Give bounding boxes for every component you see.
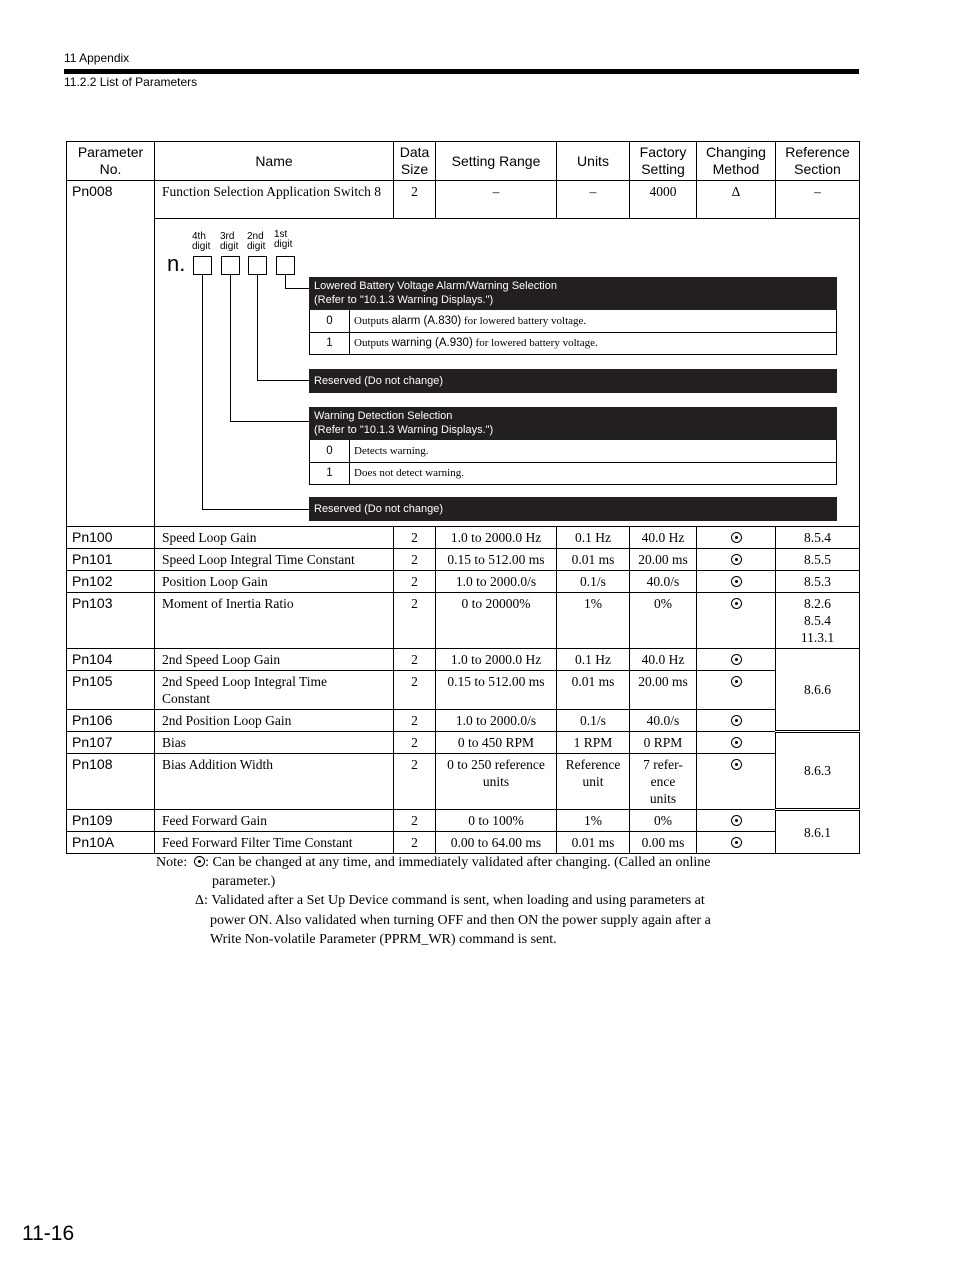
option-text: Outputs alarm (A.830) for lowered battery voltage. <box>354 314 587 327</box>
param-size: 2 <box>394 710 436 732</box>
digit-1-label: 1st digit <box>274 229 293 250</box>
param-size: 2 <box>394 732 436 754</box>
param-units: – <box>557 181 630 219</box>
table-row <box>67 181 860 219</box>
digit-4-connector-h <box>202 509 309 510</box>
param-name: 2nd Speed Loop Gain <box>155 649 394 671</box>
note-online <box>156 853 710 872</box>
param-size: 2 <box>394 810 436 832</box>
param-name: 2nd Speed Loop Integral Time Constant <box>155 671 394 710</box>
param-ref: 8.5.4 <box>776 527 860 549</box>
param-factory: 7 refer- ence units <box>630 754 697 810</box>
table-row <box>67 549 860 571</box>
param-units: 0.1 Hz <box>557 649 630 671</box>
header-rule <box>64 69 859 74</box>
param-factory: 40.0/s <box>630 571 697 593</box>
param-ref: 8.6.3 <box>776 732 860 810</box>
circled-dot-icon <box>731 654 742 665</box>
param-name: Bias Addition Width <box>155 754 394 810</box>
digit-2-label: 2nd digit <box>247 231 266 252</box>
param-factory: 4000 <box>630 181 697 219</box>
note-delta-cont-2: Write Non-volatile Parameter (PPRM_WR) command is sent. <box>210 932 557 947</box>
param-no: Pn108 <box>67 754 155 810</box>
col-header-name: Name <box>155 142 394 181</box>
param-name: Function Selection Application Switch 8 <box>155 181 394 219</box>
digit-4-title-bar: Reserved (Do not change) <box>309 497 837 521</box>
param-method <box>697 571 776 593</box>
circled-dot-icon <box>731 554 742 565</box>
circled-dot-icon <box>194 856 205 867</box>
table-row <box>67 649 860 671</box>
header-section: 11.2.2 List of Parameters <box>64 75 198 89</box>
param-range: 0 to 20000% <box>436 593 557 649</box>
option-key: 0 <box>310 440 350 462</box>
param-no: Pn109 <box>67 810 155 832</box>
param-units: 0.01 ms <box>557 549 630 571</box>
param-no: Pn008 <box>67 181 155 527</box>
param-factory: 40.0/s <box>630 710 697 732</box>
param-ref: 8.5.3 <box>776 571 860 593</box>
param-factory: 0.00 ms <box>630 832 697 854</box>
param-no: Pn107 <box>67 732 155 754</box>
digit-3-title-bar: Warning Detection Selection (Refer to "10.1.3 Warning Displays.") <box>309 407 837 440</box>
param-units: 0.01 ms <box>557 671 630 710</box>
param-units: 0.1 Hz <box>557 527 630 549</box>
digit-1-option-0 <box>309 310 837 333</box>
digit-4-box <box>193 256 212 275</box>
param-name: Feed Forward Gain <box>155 810 394 832</box>
param-no: Pn102 <box>67 571 155 593</box>
digit-3-box <box>221 256 240 275</box>
circled-dot-icon <box>731 715 742 726</box>
param-range: 1.0 to 2000.0 Hz <box>436 527 557 549</box>
circled-dot-icon <box>731 576 742 587</box>
prefix-n: n. <box>167 251 186 276</box>
param-range: 1.0 to 2000.0/s <box>436 571 557 593</box>
param-name: Speed Loop Integral Time Constant <box>155 549 394 571</box>
col-header-changing-method: Changing Method <box>697 142 776 181</box>
param-method <box>697 732 776 754</box>
digit-1-connector <box>285 275 286 288</box>
param-ref: – <box>776 181 860 219</box>
param-name: Speed Loop Gain <box>155 527 394 549</box>
circled-dot-icon <box>731 837 742 848</box>
note-text: : Can be changed at any time, and immediately validated after changing. (Called an online <box>205 855 711 870</box>
circled-dot-icon <box>731 759 742 770</box>
param-size: 2 <box>394 754 436 810</box>
parameter-table <box>66 141 860 854</box>
option-key: 1 <box>310 462 350 484</box>
circled-dot-icon <box>731 598 742 609</box>
param-ref: 8.2.6 8.5.4 11.3.1 <box>776 593 860 649</box>
param-range: 0 to 450 RPM <box>436 732 557 754</box>
col-header-setting-range: Setting Range <box>436 142 557 181</box>
option-text: Does not detect warning. <box>354 466 464 479</box>
param-units: 1 RPM <box>557 732 630 754</box>
digit-3-label: 3rd digit <box>220 231 239 252</box>
param-range: 0.15 to 512.00 ms <box>436 549 557 571</box>
param-range: 0.15 to 512.00 ms <box>436 671 557 710</box>
param-no: Pn10A <box>67 832 155 854</box>
param-no: Pn103 <box>67 593 155 649</box>
table-row <box>67 593 860 649</box>
param-method <box>697 710 776 732</box>
digit-4-connector <box>202 275 203 509</box>
col-header-reference-section: Reference Section <box>776 142 860 181</box>
table-row <box>67 527 860 549</box>
header-chapter: 11 Appendix <box>64 51 130 65</box>
col-header-data-size: Data Size <box>394 142 436 181</box>
param-factory: 0% <box>630 593 697 649</box>
digit-3-connector-h <box>230 421 309 422</box>
param-method <box>697 671 776 710</box>
digit-4-label: 4th digit <box>192 231 211 252</box>
param-method <box>697 593 776 649</box>
note-text: : Validated after a Set Up Device command is sent, when loading and using parameters at <box>204 893 705 908</box>
option-key: 0 <box>310 310 350 332</box>
table-row <box>67 710 860 732</box>
param-name: 2nd Position Loop Gain <box>155 710 394 732</box>
col-header-units: Units <box>557 142 630 181</box>
param-size: 2 <box>394 527 436 549</box>
table-row <box>67 754 860 810</box>
param-size: 2 <box>394 549 436 571</box>
param-range: – <box>436 181 557 219</box>
param-method <box>697 832 776 854</box>
digit-3-connector <box>230 275 231 421</box>
table-row <box>67 732 860 754</box>
digit-2-connector <box>257 275 258 380</box>
digit-1-title-bar: Lowered Battery Voltage Alarm/Warning Selection (Refer to "10.1.3 Warning Displays.") <box>309 277 837 310</box>
digit-3-option-0 <box>309 440 837 463</box>
param-name: Feed Forward Filter Time Constant <box>155 832 394 854</box>
param-ref: 8.6.6 <box>776 649 860 732</box>
digit-1-box <box>276 256 295 275</box>
table-row-diagram <box>67 219 860 527</box>
param-range: 1.0 to 2000.0/s <box>436 710 557 732</box>
param-factory: 0% <box>630 810 697 832</box>
param-size: 2 <box>394 832 436 854</box>
param-ref: 8.5.5 <box>776 549 860 571</box>
param-no: Pn101 <box>67 549 155 571</box>
digit-2-box <box>248 256 267 275</box>
param-units: 0.1/s <box>557 710 630 732</box>
param-method <box>697 549 776 571</box>
circled-dot-icon <box>731 815 742 826</box>
circled-dot-icon <box>731 532 742 543</box>
param-range: 1.0 to 2000.0 Hz <box>436 649 557 671</box>
param-units: 1% <box>557 810 630 832</box>
col-header-factory-setting: Factory Setting <box>630 142 697 181</box>
param-factory: 20.00 ms <box>630 671 697 710</box>
digit-2-title-bar: Reserved (Do not change) <box>309 369 837 393</box>
param-size: 2 <box>394 671 436 710</box>
param-factory: 40.0 Hz <box>630 649 697 671</box>
param-units: Reference unit <box>557 754 630 810</box>
table-row <box>67 810 860 832</box>
param-method <box>697 754 776 810</box>
table-row <box>67 571 860 593</box>
page-number: 11-16 <box>22 1222 75 1245</box>
param-units: 1% <box>557 593 630 649</box>
table-header-row <box>67 142 860 181</box>
note-delta-cont-1: power ON. Also validated when turning OFF and then ON the power supply again after a <box>210 913 711 928</box>
param-method <box>697 527 776 549</box>
param-size: 2 <box>394 181 436 219</box>
pn008-digit-diagram <box>155 219 860 527</box>
param-name: Moment of Inertia Ratio <box>155 593 394 649</box>
param-units: 0.1/s <box>557 571 630 593</box>
note-label: Note: <box>156 855 188 870</box>
param-size: 2 <box>394 649 436 671</box>
digit-1-option-1 <box>309 332 837 355</box>
param-no: Pn104 <box>67 649 155 671</box>
param-size: 2 <box>394 571 436 593</box>
param-method: Δ <box>697 181 776 219</box>
param-factory: 40.0 Hz <box>630 527 697 549</box>
col-header-parameter-no: Parameter No. <box>67 142 155 181</box>
param-factory: 0 RPM <box>630 732 697 754</box>
table-row <box>67 671 860 710</box>
delta-icon: Δ <box>195 893 205 908</box>
note-online-cont: parameter.) <box>212 874 276 889</box>
param-range: 0 to 100% <box>436 810 557 832</box>
digit-2-connector-h <box>257 380 309 381</box>
param-no: Pn105 <box>67 671 155 710</box>
param-no: Pn106 <box>67 710 155 732</box>
digit-1-connector-h <box>285 288 309 289</box>
option-key: 1 <box>310 332 350 354</box>
param-units: 0.01 ms <box>557 832 630 854</box>
param-ref: 8.6.1 <box>776 810 860 854</box>
param-range: 0 to 250 reference units <box>436 754 557 810</box>
param-size: 2 <box>394 593 436 649</box>
param-factory: 20.00 ms <box>630 549 697 571</box>
param-range: 0.00 to 64.00 ms <box>436 832 557 854</box>
param-name: Position Loop Gain <box>155 571 394 593</box>
param-method <box>697 810 776 832</box>
circled-dot-icon <box>731 737 742 748</box>
note-delta <box>195 891 705 910</box>
circled-dot-icon <box>731 676 742 687</box>
table-row <box>67 832 860 854</box>
option-text: Outputs warning (A.930) for lowered battery voltage. <box>354 336 598 349</box>
param-method <box>697 649 776 671</box>
option-text: Detects warning. <box>354 444 429 457</box>
digit-3-option-1 <box>309 462 837 485</box>
param-no: Pn100 <box>67 527 155 549</box>
param-name: Bias <box>155 732 394 754</box>
